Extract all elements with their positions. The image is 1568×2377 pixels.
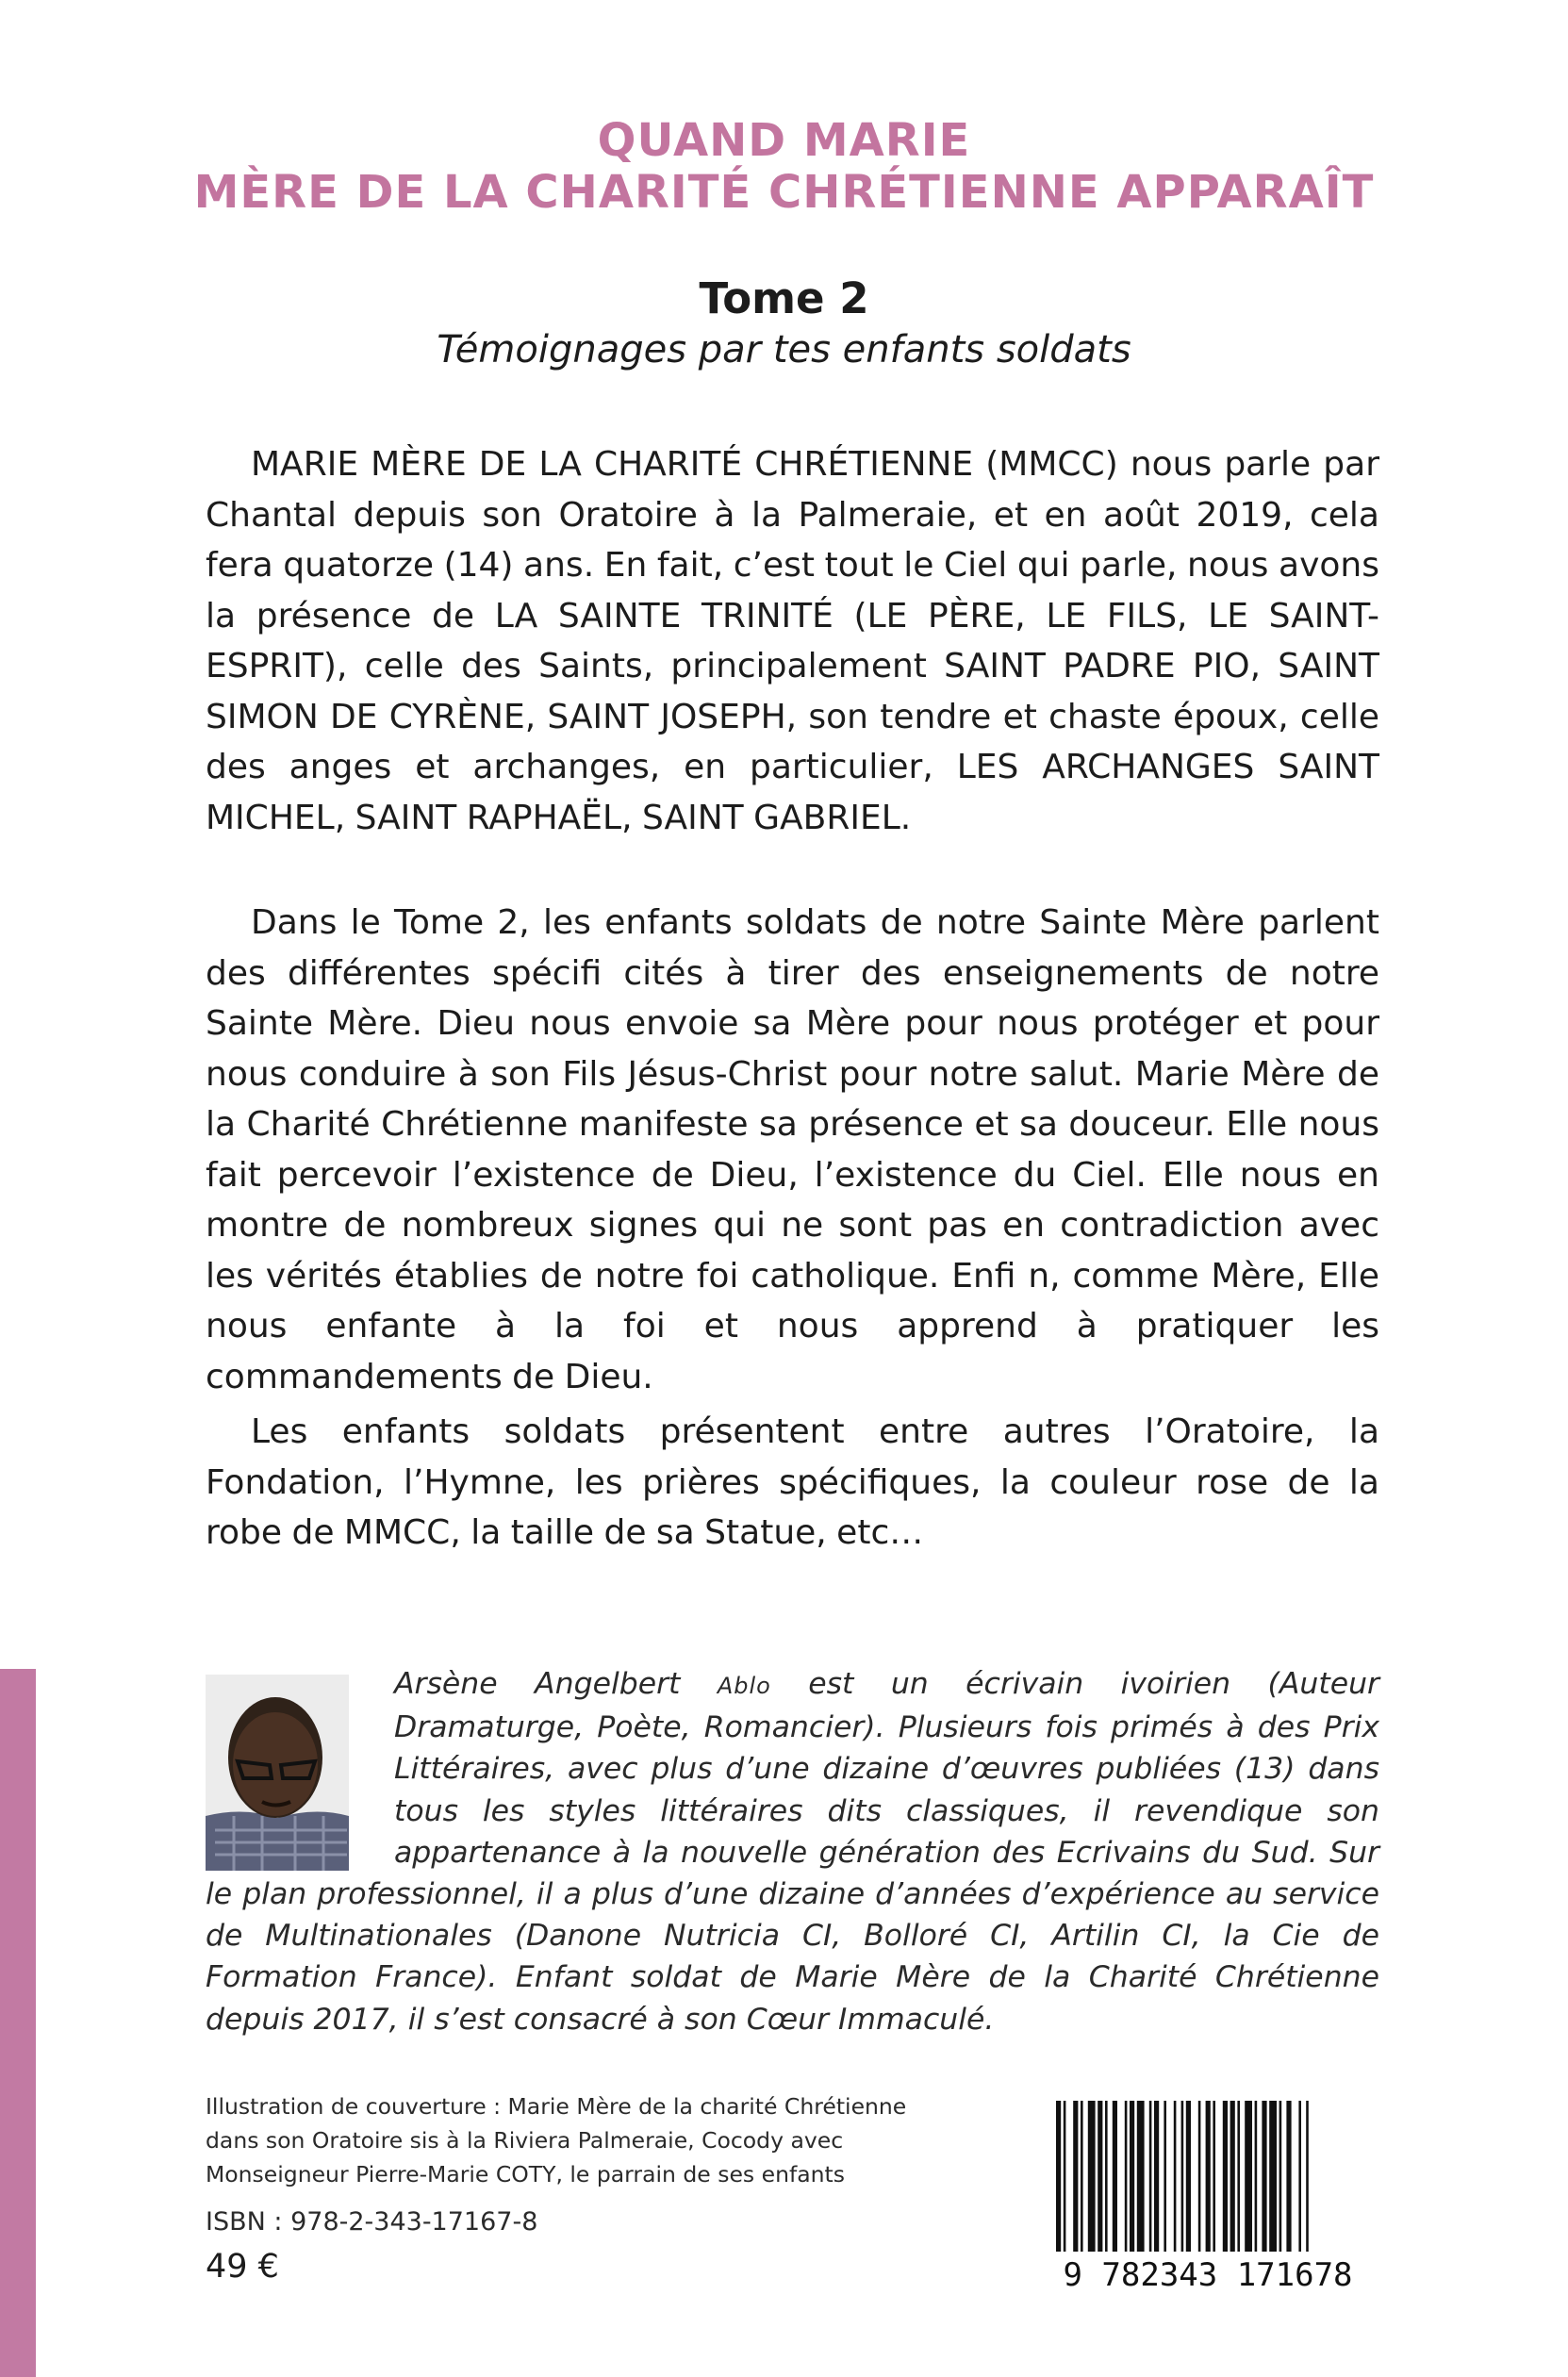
barcode-bar [1286,2101,1291,2252]
barcode-bar [1237,2101,1240,2252]
book-subtitle: Témoignages par tes enfants soldats [437,328,1131,371]
barcode-bar [1269,2101,1277,2252]
barcode-bar [1213,2101,1215,2252]
credit-line-1: Illustration de couverture : Marie Mère de la charité Chrétienne [206,2093,907,2120]
barcode-bar [1279,2101,1282,2252]
barcode-bar [1081,2101,1083,2252]
barcode-bar [1130,2101,1134,2252]
barcode-bar [1149,2101,1152,2252]
author-last-name: Ablo [717,1673,771,1699]
isbn-number: ISBN : 978-2-343-17167-8 [206,2207,538,2237]
pink-side-bar [0,1669,36,2377]
cover-illustration-credit [206,2089,960,2191]
synopsis-paragraph-2: Dans le Tome 2, les enfants soldats de notre Sainte Mère parlent des différentes spécifi cités à tirer des enseignements de notre Sainte Mère. Dieu nous envoie sa Mère pour nous protéger et pour nous conduire à son Fils Jésus-Christ pour notre salut. Marie Mère de la Charité Chrétienne manifeste sa présence et sa douceur. Elle nous fait percevoir l’existence de Dieu, l’existence du Ciel. Elle nous en montre de nombreux signes qui ne sont pas en contradiction avec les vérités établies de notre foi catholique. Enfi n, comme Mère, Elle nous enfante à la foi et nous apprend à pratiquer les commandements de Dieu. [206,903,1379,1396]
credit-line-2: dans son Oratoire sis à la Riviera Palmeraie, Cocody avec [206,2127,844,2154]
author-biography [206,1663,1379,2040]
barcode-bar [1255,2101,1258,2252]
photo-spacer [206,1663,394,1871]
barcode-bar [1186,2101,1191,2252]
author-first-name: Arsène Angelbert [394,1667,718,1701]
barcode-digits: 9 782343 171678 [1063,2256,1353,2289]
barcode-bar [1056,2101,1061,2252]
credit-line-3: Monseigneur Pierre-Marie COTY, le parrain de ses enfants [206,2161,846,2187]
barcode-bar [1306,2101,1309,2252]
price: 49 € [206,2248,279,2286]
barcode-bar [1174,2101,1177,2252]
barcode-bar [1064,2101,1066,2252]
barcode-bar [1198,2101,1201,2252]
book-title-line-2: MÈRE DE LA CHARITÉ CHRÉTIENNE APPARAÎT [193,166,1375,219]
barcode-bars [1056,2101,1309,2252]
barcode-bar [1113,2101,1117,2252]
barcode-bar [1245,2101,1252,2252]
barcode-bar [1073,2101,1078,2252]
author-bio-text: est un écrivain ivoirien (Auteur Dramaturge, Poète, Romancier). Plusieurs fois primés à des Prix Littéraires, avec plus d’une dizaine d’œuvres publiées (13) dans tous les styles littéraires dits classiques, il revendique son appartenance à la nouvelle génération des Ecrivains du Sud. Sur le plan professionnel, il a plus d’une dizaine d’années d’expérience au service de Multinationales (Danone Nutricia CI, Bolloré CI, Artilin CI, la Cie de Formation France). Enfant soldat de Marie Mère de la Charité Chrétienne depuis 2017, il s’est consacré à son Cœur Immaculé. [206,1667,1380,2037]
barcode-bar [1098,2101,1102,2252]
barcode-bar [1125,2101,1128,2252]
synopsis-paragraph-1: MARIE MÈRE DE LA CHARITÉ CHRÉTIENNE (MMCC) nous parle par Chantal depuis son Oratoire à la Palmeraie, et en août 2019, cela fera quatorze (14) ans. En fait, c’est tout le Ciel qui parle, nous avons la présence de LA SAINTE TRINITÉ (LE PÈRE, LE FILS, LE SAINT-ESPRIT), celle des Saints, principalement SAINT PADRE PIO, SAINT SIMON DE CYRÈNE, SAINT JOSEPH, son tendre et chaste époux, celle des anges et archanges, en particulier, LES ARCHANGES SAINT MICHEL, SAINT RAPHAËL, SAINT GABRIEL. [206,445,1379,837]
barcode-bar [1223,2101,1228,2252]
barcode-bar [1206,2101,1211,2252]
barcode-bar [1137,2101,1145,2252]
barcode-bar [1088,2101,1096,2252]
barcode-bar [1181,2101,1184,2252]
barcode-bar [1105,2101,1108,2252]
barcode [1043,2101,1373,2289]
book-title-line-1: QUAND MARIE [597,114,971,167]
barcode-bar [1154,2101,1159,2252]
barcode-bar [1262,2101,1266,2252]
barcode-bar [1164,2101,1166,2252]
synopsis-paragraph-3: Les enfants soldats présentent entre autres l’Oratoire, la Fondation, l’Hymne, les prières spécifiques, la couleur rose de la robe de MMCC, la taille de sa Statue, etc… [206,1412,1379,1552]
barcode-bar [1298,2101,1301,2252]
barcode-bar [1230,2101,1235,2252]
volume-number: Tome 2 [699,273,869,323]
